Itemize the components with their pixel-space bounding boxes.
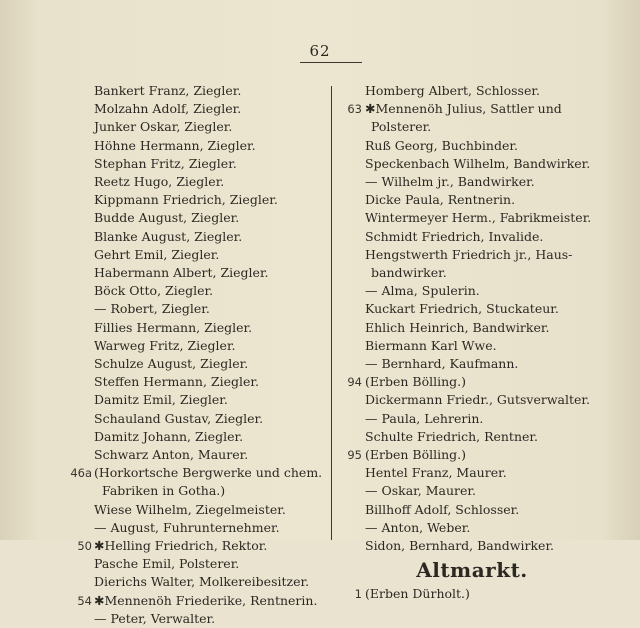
- left-column: [66, 82, 328, 628]
- directory-entry: [336, 191, 608, 209]
- entry-text: Molzahn Adolf, Ziegler.: [94, 101, 242, 117]
- header-rule: [300, 62, 362, 63]
- directory-entry: [336, 391, 608, 409]
- directory-entry: [66, 118, 328, 136]
- entry-text: Polsterer.: [371, 119, 432, 135]
- entry-text: Schwarz Anton, Maurer.: [94, 447, 249, 463]
- directory-entry: [336, 228, 608, 246]
- entry-text: Billhoff Adolf, Schlosser.: [365, 501, 520, 517]
- entry-text: — Paula, Lehrerin.: [365, 410, 484, 426]
- entry-text: Böck Otto, Ziegler.: [94, 283, 214, 299]
- directory-entry: [336, 282, 608, 300]
- directory-entry: [336, 501, 608, 519]
- directory-entry: [336, 482, 608, 500]
- entry-text: — Alma, Spulerin.: [365, 283, 480, 299]
- directory-entry: [336, 173, 608, 191]
- directory-entry: [336, 446, 608, 464]
- right-column: [336, 82, 608, 604]
- entry-text: — Peter, Verwalter.: [94, 610, 216, 626]
- entry-text: Schauland Gustav, Ziegler.: [94, 410, 264, 426]
- entry-text: Sidon, Bernhard, Bandwirker.: [365, 538, 555, 554]
- directory-entry: [66, 100, 328, 118]
- directory-entry: [66, 300, 328, 318]
- directory-entry: [66, 246, 328, 264]
- directory-entry: [66, 373, 328, 391]
- directory-entry: [66, 428, 328, 446]
- entry-text: — Bernhard, Kaufmann.: [365, 356, 519, 372]
- directory-entry: [66, 264, 328, 282]
- entry-text: Dickermann Friedr., Gutsverwalter.: [365, 392, 590, 408]
- directory-entry: [336, 373, 608, 391]
- entry-text: Bankert Franz, Ziegler.: [94, 83, 242, 98]
- directory-entry: [336, 464, 608, 482]
- entry-text: Steffen Hermann, Ziegler.: [94, 374, 259, 390]
- directory-entry: [66, 410, 328, 428]
- directory-entry: [66, 137, 328, 155]
- entry-text: — Anton, Weber.: [365, 519, 471, 535]
- entry-text: Hentel Franz, Maurer.: [365, 465, 507, 481]
- entry-text: Gehrt Emil, Ziegler.: [94, 246, 220, 262]
- entry-text: Damitz Emil, Ziegler.: [94, 392, 228, 408]
- directory-entry: [66, 191, 328, 209]
- directory-entry: [66, 282, 328, 300]
- entry-text: Ehlich Heinrich, Bandwirker.: [365, 319, 550, 335]
- entry-text: — Wilhelm jr., Bandwirker.: [365, 174, 535, 190]
- directory-entry: [336, 337, 608, 355]
- house-number: 46a: [70, 466, 92, 481]
- directory-entry: [66, 464, 328, 482]
- directory-entry: [66, 610, 328, 628]
- directory-entry: [66, 319, 328, 337]
- entry-text: Biermann Karl Wwe.: [365, 337, 497, 353]
- entry-text: ✱Mennenöh Julius, Sattler und: [365, 101, 562, 117]
- directory-entry: [336, 319, 608, 337]
- right-column-entries: [336, 82, 608, 555]
- entry-text: Reetz Hugo, Ziegler.: [94, 174, 225, 190]
- directory-entry: [336, 100, 608, 118]
- entry-text: Schmidt Friedrich, Invalide.: [365, 228, 544, 244]
- entry-text: Blanke August, Ziegler.: [94, 228, 243, 244]
- directory-entry: [336, 585, 608, 603]
- entry-text: — Robert, Ziegler.: [94, 301, 210, 317]
- entry-text: Kuckart Friedrich, Stuckateur.: [365, 301, 559, 317]
- entry-text: Kippmann Friedrich, Ziegler.: [94, 192, 278, 208]
- entry-text: Wintermeyer Herm., Fabrikmeister.: [365, 210, 592, 226]
- entry-text: bandwirker.: [371, 265, 447, 281]
- directory-entry: [336, 246, 608, 264]
- directory-entry: [336, 155, 608, 173]
- directory-entry: [66, 155, 328, 173]
- directory-entry: [66, 446, 328, 464]
- directory-entry: [66, 519, 328, 537]
- directory-entry: [336, 82, 608, 100]
- directory-entry: [336, 300, 608, 318]
- entry-text: (Horkortsche Bergwerke und chem.: [94, 465, 323, 481]
- directory-entry: [66, 592, 328, 610]
- entry-text: (Erben Dürholt.): [365, 586, 470, 602]
- entry-text: Wiese Wilhelm, Ziegelmeister.: [94, 501, 286, 517]
- directory-entry: [66, 82, 328, 100]
- directory-entry: [336, 355, 608, 373]
- entry-text: Schulze August, Ziegler.: [94, 356, 249, 372]
- entry-text: Dierichs Walter, Molkereibesitzer.: [94, 574, 310, 590]
- entry-text: Fabriken in Gotha.): [102, 483, 226, 499]
- entry-text: Junker Oskar, Ziegler.: [94, 119, 233, 135]
- entry-text: Hengstwerth Friedrich jr., Haus-: [365, 246, 573, 262]
- directory-entry: [336, 428, 608, 446]
- house-number: 95: [347, 448, 362, 463]
- directory-entry: [66, 573, 328, 591]
- directory-entry: [336, 519, 608, 537]
- directory-entry: [336, 264, 608, 282]
- directory-entry: [66, 501, 328, 519]
- house-number: 94: [347, 375, 362, 390]
- entry-text: (Erben Bölling.): [365, 447, 467, 463]
- entry-text: — August, Fuhrunternehmer.: [94, 519, 280, 535]
- directory-entry: [336, 137, 608, 155]
- directory-entry: [66, 555, 328, 573]
- house-number: 54: [77, 593, 92, 608]
- directory-entry: [336, 118, 608, 136]
- entry-text: Damitz Johann, Ziegler.: [94, 428, 244, 444]
- entry-text: Warweg Fritz, Ziegler.: [94, 337, 236, 353]
- entry-text: ✱Mennenöh Friederike, Rentnerin.: [94, 592, 318, 608]
- directory-entry: [66, 173, 328, 191]
- directory-entry: [66, 209, 328, 227]
- directory-entry: [66, 391, 328, 409]
- entry-text: ✱Helling Friedrich, Rektor.: [94, 538, 268, 554]
- house-number: 63: [347, 102, 362, 117]
- house-number: 1: [354, 587, 362, 602]
- directory-entry: [66, 355, 328, 373]
- entry-text: Homberg Albert, Schlosser.: [365, 83, 540, 98]
- directory-entry: [336, 410, 608, 428]
- entry-text: Ruß Georg, Buchbinder.: [365, 137, 518, 153]
- entry-text: Höhne Hermann, Ziegler.: [94, 137, 256, 153]
- section-heading: Altmarkt.: [416, 558, 528, 583]
- directory-entry: [66, 337, 328, 355]
- entry-text: (Erben Bölling.): [365, 374, 467, 390]
- entry-text: Fillies Hermann, Ziegler.: [94, 319, 253, 335]
- directory-entry: [336, 209, 608, 227]
- entry-text: Schulte Friedrich, Rentner.: [365, 428, 538, 444]
- directory-entry: [66, 482, 328, 500]
- entry-text: Pasche Emil, Polsterer.: [94, 556, 240, 572]
- entry-text: Dicke Paula, Rentnerin.: [365, 192, 516, 208]
- entry-text: Habermann Albert, Ziegler.: [94, 265, 269, 281]
- entry-text: Speckenbach Wilhelm, Bandwirker.: [365, 155, 591, 171]
- house-number: 50: [77, 539, 92, 554]
- entry-text: Stephan Fritz, Ziegler.: [94, 155, 237, 171]
- page-number: 62: [309, 42, 331, 60]
- entry-text: Budde August, Ziegler.: [94, 210, 240, 226]
- column-divider: [331, 86, 332, 540]
- entry-text: — Oskar, Maurer.: [365, 483, 476, 499]
- directory-entry: [66, 228, 328, 246]
